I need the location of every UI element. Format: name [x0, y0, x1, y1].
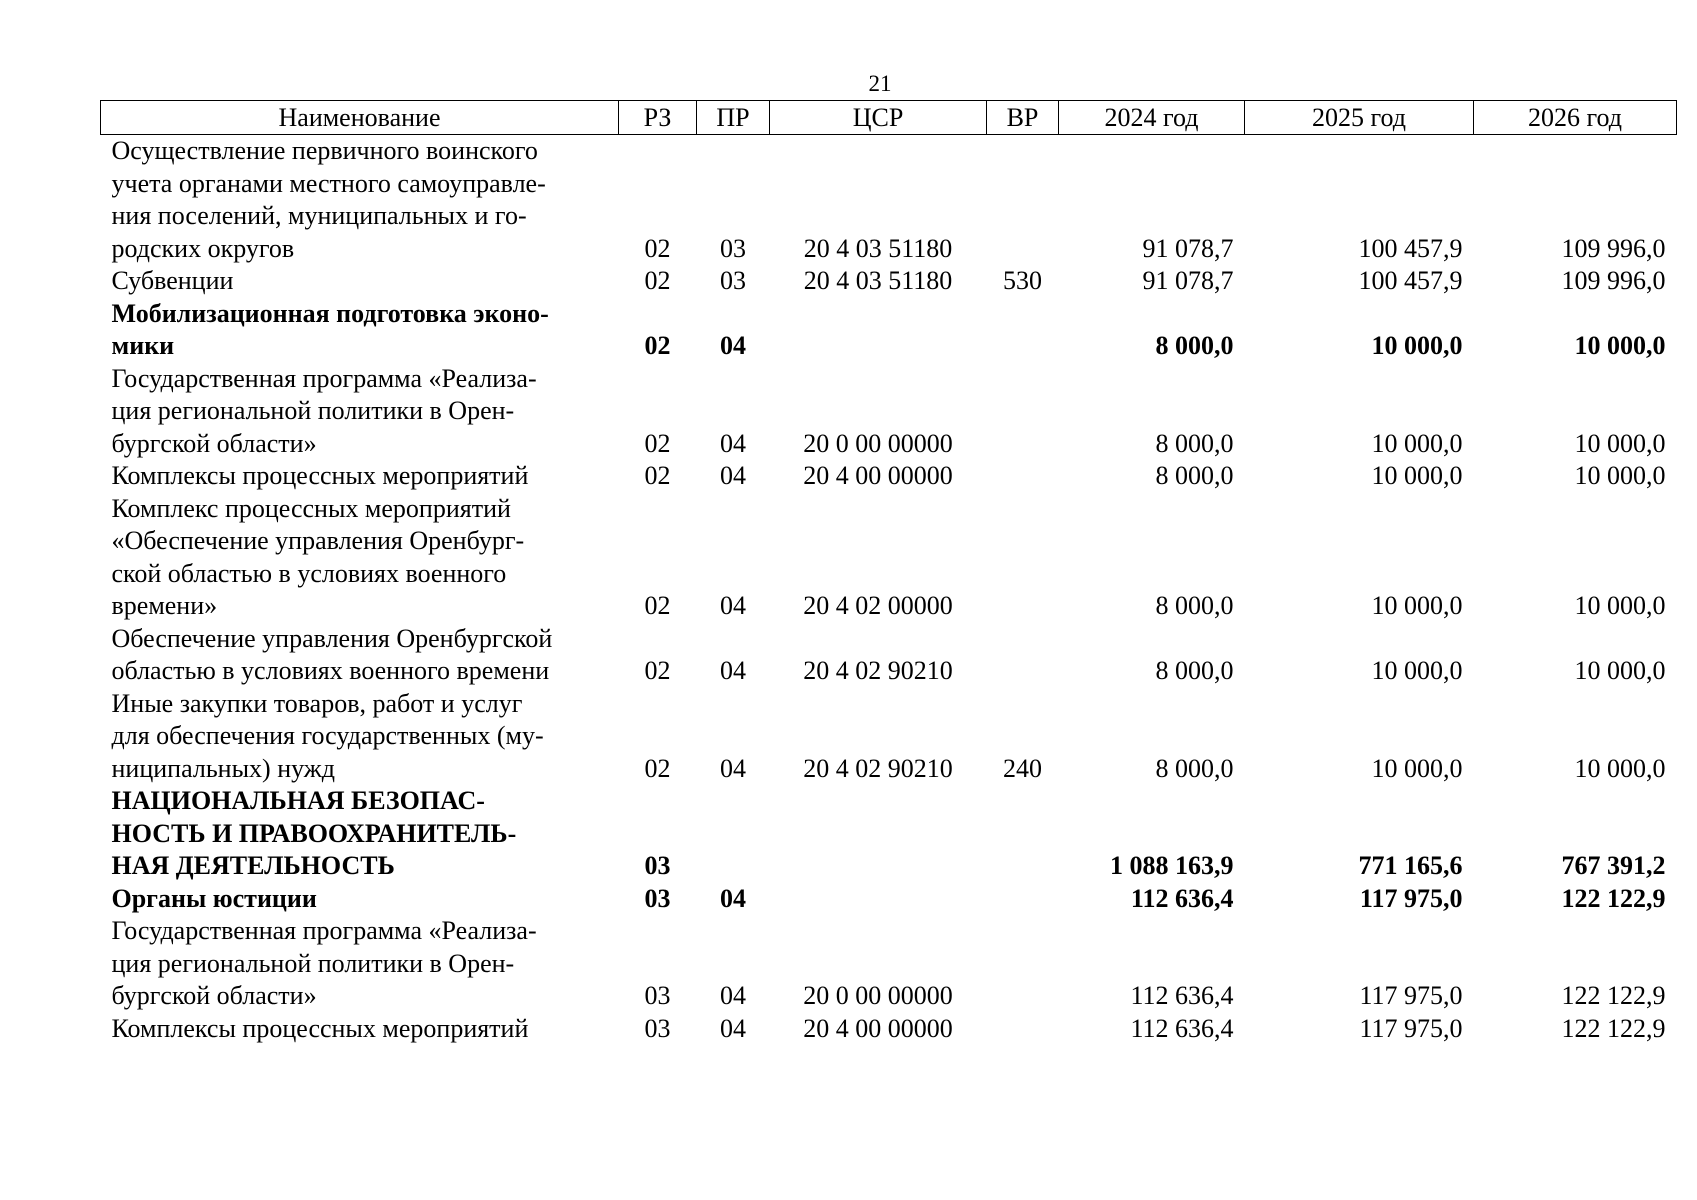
- row-name-line: «Обеспечение управления Оренбург-: [111, 526, 525, 555]
- table-row: [101, 363, 1677, 461]
- table-body: [101, 135, 1677, 1046]
- row-rz: 03: [644, 851, 671, 880]
- row-pr: [697, 785, 770, 883]
- row-name-line: Комплексы процессных мероприятий: [111, 461, 529, 490]
- row-rz: 03: [644, 981, 671, 1010]
- row-name: [101, 785, 619, 883]
- row-csr: [770, 298, 987, 363]
- row-name-line: Обеспечение управления Оренбургской: [111, 623, 553, 653]
- row-name-line: родских округов: [111, 233, 295, 263]
- row-name-line: бургской области»: [111, 981, 317, 1010]
- row-name: [101, 135, 619, 266]
- row-value-2026: 10 000,0: [1574, 753, 1666, 783]
- row-name-line: Осуществление первичного воинского: [111, 136, 538, 165]
- row-rz: 03: [644, 883, 671, 913]
- row-rz: 02: [644, 591, 671, 620]
- table-row: [101, 460, 1677, 493]
- row-value-2024: 112 636,4: [1130, 883, 1234, 913]
- table-row: [101, 688, 1677, 786]
- table-row: [101, 785, 1677, 883]
- row-rz: 02: [644, 233, 671, 263]
- row-vr: [987, 883, 1059, 916]
- header-row: [101, 101, 1677, 135]
- row-value-2025: 100 457,9: [1358, 266, 1463, 295]
- row-value-2024: 112 636,4: [1130, 981, 1234, 1010]
- row-name-line: областью в условиях военного времени: [111, 656, 550, 685]
- row-value-2025: 117 975,0: [1359, 981, 1463, 1010]
- table-row: [101, 265, 1677, 298]
- header-year-2026: 2026 год: [1474, 101, 1677, 135]
- row-vr: [987, 460, 1059, 493]
- row-name-line: Субвенции: [111, 266, 234, 295]
- budget-table: [100, 100, 1677, 1045]
- row-pr: 03: [720, 233, 746, 263]
- table-row: [101, 298, 1677, 363]
- row-value-2026: 122 122,9: [1561, 883, 1666, 913]
- row-value-2025: 10 000,0: [1371, 461, 1463, 490]
- page-number: 21: [868, 71, 892, 96]
- row-name-line: Комплекс процессных мероприятий: [111, 493, 511, 523]
- row-pr: 04: [720, 428, 746, 458]
- row-name: [101, 363, 619, 461]
- row-name: [101, 493, 619, 623]
- row-rz: 02: [644, 428, 671, 458]
- row-csr: 20 4 00 00000: [803, 461, 953, 490]
- row-vr: 240: [1003, 753, 1042, 783]
- row-name-line: времени»: [111, 591, 218, 620]
- row-value-2025: 100 457,9: [1358, 233, 1463, 263]
- row-rz: 03: [644, 1013, 671, 1043]
- row-name-line: для обеспечения государственных (му-: [111, 721, 544, 750]
- row-name-line: ской областью в условиях военного: [111, 558, 507, 588]
- row-value-2026: 767 391,2: [1561, 851, 1666, 880]
- table-row: [101, 883, 1677, 916]
- row-name-line: Комплексы процессных мероприятий: [111, 1013, 529, 1043]
- row-name: [101, 883, 619, 916]
- row-name: [101, 1013, 619, 1046]
- row-vr: [987, 1013, 1059, 1046]
- row-value-2024: 8 000,0: [1155, 461, 1234, 490]
- row-pr: 04: [720, 656, 746, 685]
- row-csr: 20 4 02 00000: [803, 591, 953, 620]
- row-vr: [987, 298, 1059, 363]
- row-value-2026: 10 000,0: [1574, 461, 1666, 490]
- row-rz: 02: [644, 266, 671, 295]
- row-value-2024: 8 000,0: [1155, 753, 1234, 783]
- row-pr: 03: [720, 266, 746, 295]
- header-pr: ПР: [697, 101, 770, 135]
- row-value-2025: 117 975,0: [1359, 883, 1463, 913]
- row-pr: 04: [720, 981, 746, 1010]
- row-name-line: учета органами местного самоуправле-: [111, 168, 546, 198]
- row-name-line: Государственная программа «Реализа-: [111, 363, 537, 393]
- row-value-2024: 91 078,7: [1142, 266, 1234, 295]
- row-name-line: НАЯ ДЕЯТЕЛЬНОСТЬ: [111, 851, 395, 880]
- row-pr: 04: [720, 461, 746, 490]
- row-value-2025: 10 000,0: [1371, 591, 1463, 620]
- row-value-2026: 122 122,9: [1561, 981, 1666, 1010]
- row-vr: [987, 363, 1059, 461]
- header-name: Наименование: [101, 101, 619, 135]
- row-name: [101, 460, 619, 493]
- row-name-line: ния поселений, муниципальных и го-: [111, 201, 527, 230]
- header-year-2025: 2025 год: [1245, 101, 1474, 135]
- table-row: [101, 915, 1677, 1013]
- row-vr: [987, 915, 1059, 1013]
- row-value-2026: 109 996,0: [1561, 233, 1666, 263]
- row-value-2026: 10 000,0: [1574, 591, 1666, 620]
- table-header: [101, 101, 1677, 135]
- row-csr: [770, 883, 987, 916]
- row-value-2026: 10 000,0: [1574, 428, 1666, 458]
- row-name-line: Государственная программа «Реализа-: [111, 916, 537, 945]
- row-csr: 20 4 03 51180: [803, 233, 953, 263]
- table-row: [101, 1013, 1677, 1046]
- row-vr: [987, 135, 1059, 266]
- row-pr: 04: [720, 331, 746, 360]
- row-value-2024: 8 000,0: [1155, 656, 1234, 685]
- row-value-2026: 109 996,0: [1561, 266, 1666, 295]
- row-name-line: ция региональной политики в Орен-: [111, 396, 515, 425]
- table-row: [101, 493, 1677, 623]
- row-csr: [770, 785, 987, 883]
- row-value-2025: 117 975,0: [1359, 1013, 1463, 1043]
- row-value-2024: 91 078,7: [1142, 233, 1234, 263]
- row-name-line: НОСТЬ И ПРАВООХРАНИТЕЛЬ-: [111, 818, 517, 848]
- header-rz: РЗ: [619, 101, 697, 135]
- row-value-2025: 10 000,0: [1371, 656, 1463, 685]
- row-value-2026: 122 122,9: [1561, 1013, 1666, 1043]
- row-name-line: НАЦИОНАЛЬНАЯ БЕЗОПАС-: [111, 786, 485, 815]
- row-name-line: ция региональной политики в Орен-: [111, 948, 515, 978]
- row-value-2025: 10 000,0: [1371, 428, 1463, 458]
- row-name: [101, 915, 619, 1013]
- row-name-line: Мобилизационная подготовка эконо-: [111, 298, 549, 328]
- row-value-2025: 10 000,0: [1371, 331, 1463, 360]
- row-pr: 04: [720, 753, 746, 783]
- row-value-2026: 10 000,0: [1574, 656, 1666, 685]
- row-name: [101, 623, 619, 688]
- row-value-2026: 10 000,0: [1574, 331, 1666, 360]
- row-name: [101, 265, 619, 298]
- row-pr: 04: [720, 591, 746, 620]
- row-rz: 02: [644, 461, 671, 490]
- row-vr: 530: [1003, 266, 1042, 295]
- row-name-line: бургской области»: [111, 428, 317, 458]
- row-rz: 02: [644, 331, 671, 360]
- row-name: [101, 298, 619, 363]
- row-name-line: Органы юстиции: [111, 883, 317, 913]
- row-csr: 20 4 03 51180: [803, 266, 953, 295]
- row-csr: 20 4 02 90210: [803, 753, 953, 783]
- row-rz: 02: [644, 656, 671, 685]
- row-pr: 04: [720, 883, 746, 913]
- table-row: [101, 135, 1677, 266]
- row-value-2024: 112 636,4: [1130, 1013, 1234, 1043]
- row-value-2025: 10 000,0: [1371, 753, 1463, 783]
- row-name: [101, 688, 619, 786]
- row-value-2024: 1 088 163,9: [1110, 851, 1234, 880]
- row-value-2024: 8 000,0: [1155, 591, 1234, 620]
- row-vr: [987, 493, 1059, 623]
- table-row: [101, 623, 1677, 688]
- header-vr: ВР: [987, 101, 1059, 135]
- row-rz: 02: [644, 753, 671, 783]
- row-value-2024: 8 000,0: [1155, 331, 1234, 360]
- row-name-line: ниципальных) нужд: [111, 753, 335, 783]
- header-year-2024: 2024 год: [1059, 101, 1245, 135]
- row-value-2025: 771 165,6: [1358, 851, 1463, 880]
- row-csr: 20 4 00 00000: [803, 1013, 953, 1043]
- row-name-line: мики: [111, 331, 175, 360]
- row-csr: 20 4 02 90210: [803, 656, 953, 685]
- row-value-2024: 8 000,0: [1155, 428, 1234, 458]
- row-pr: 04: [720, 1013, 746, 1043]
- row-csr: 20 0 00 00000: [803, 981, 953, 1010]
- row-csr: 20 0 00 00000: [803, 428, 953, 458]
- header-csr: ЦСР: [770, 101, 987, 135]
- row-name-line: Иные закупки товаров, работ и услуг: [111, 688, 523, 718]
- row-vr: [987, 623, 1059, 688]
- row-vr: [987, 785, 1059, 883]
